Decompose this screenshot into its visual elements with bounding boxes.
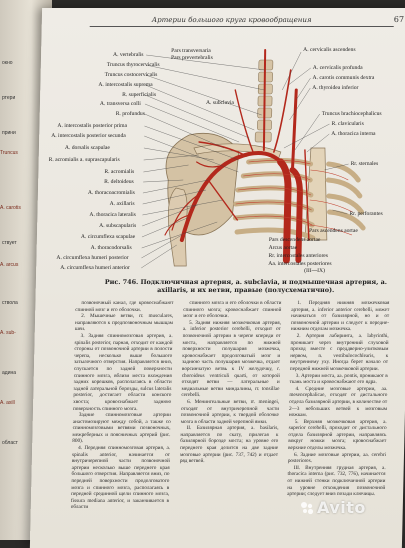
left-page-snippet: ствола bbox=[2, 300, 18, 306]
figure-label: A. axillaris bbox=[109, 201, 135, 207]
figure-label: A. thoracoacromialis bbox=[87, 190, 135, 196]
running-head: Артерии большого круга кровообращения bbox=[151, 16, 312, 24]
paragraph: III. Внутренняя грудная артерия, a. thoracica interna (рис. 732, 776), начинается от нижней стенки подключичной артерии на уровне отхождения позвоночной артерии; следует вниз позади ключицы. bbox=[287, 464, 386, 498]
figure-label: Pars ascendens aortae bbox=[308, 228, 358, 234]
left-page-snippet: област bbox=[2, 440, 18, 446]
figure-label: A. subclavia bbox=[205, 100, 235, 106]
paragraph: 6. Задние мозговые артерии, aa. cerebri posteriores. bbox=[287, 451, 387, 465]
figure-label: A. cervicalis ascendens bbox=[303, 47, 356, 53]
left-page-snippet: ствует bbox=[2, 240, 17, 246]
left-page-snippet: окно bbox=[2, 60, 13, 66]
paragraph: Задние спинномозговые артерии анастомозируют между собой, а также со спинномозговыми ветвями позвоночных, межреберных и поясничных артерий (рис. 800). bbox=[72, 412, 171, 445]
figure-label: A. circumflexa humeri anterior bbox=[60, 265, 130, 271]
text-column-3 bbox=[287, 300, 389, 498]
anatomy-figure bbox=[46, 30, 405, 274]
page-number: 67 bbox=[393, 15, 405, 24]
paragraph: спинного мозга и его оболочки в области спинного мозга; кровоснабжает спинной мозг и его оболочки. bbox=[183, 300, 282, 320]
figure-label: A. subscapularis bbox=[99, 223, 137, 229]
figure-label: A. circumflexa humeri posterior bbox=[56, 255, 129, 261]
figure-caption: Рис. 746. Подключичная артерия, a. subclavia, и подмышечная артерия, a. axillaris, и их ветви, правые (полусхематично). bbox=[104, 278, 388, 294]
figure-label: A. intercostalis suprema bbox=[98, 82, 153, 88]
text-column-1 bbox=[71, 300, 174, 511]
left-page-label: A. sub- bbox=[0, 330, 16, 336]
figure-label: (III—IX) bbox=[304, 268, 326, 274]
figure-label: Rr. sternales bbox=[350, 161, 379, 167]
watermark bbox=[300, 498, 366, 517]
paragraph: 5. Задняя нижняя мозжечковая артерия, a. inferior posterior cerebelli, отходит от позвоночной артерии в черепе кпереди от моста, направляется по нижней поверхности полушария мозжечка, кровоснабжает продолговатый мозг и заднюю часть полушария мозжечка, отдает ворсинчатую ветвь к IV желудочку, r. choroideus ventriculi quarti, от которой отходят ветви — латеральные и медиальные ветви миндалины, rr. tonsillae cerebelli. bbox=[181, 319, 282, 399]
paragraph: позвоночный канал, где кровоснабжают спинной мозг и его оболочки. bbox=[75, 300, 174, 313]
figure-label: R. profundus bbox=[115, 111, 146, 117]
figure-label: A. intercostalis posterior prima bbox=[57, 123, 128, 129]
figure-label: A. cervicalis profunda bbox=[312, 65, 363, 71]
paragraph: 6. Менингеальные ветви, rr. meningei, отходят от внутричерепной части позвоночной артерии, к твердой оболочке мозга в области задней черепной ямки. bbox=[180, 398, 280, 425]
figure-label: Truncus brachiocephalicus bbox=[321, 111, 382, 117]
figure-label: A. transversa colli bbox=[99, 101, 141, 107]
left-page-snippet: прини bbox=[2, 130, 16, 136]
paragraph: 4. Средние мозговые артерии, aa. mesencephalicae, отходят от дистального отдела базилярной артерии, в количестве от 2—3 небольших ветвей к мозговым ножкам. bbox=[288, 385, 388, 419]
figure-label: A. circumflexa scapulae bbox=[80, 234, 136, 240]
watermark-text: Avito bbox=[317, 498, 366, 517]
figure-label: A. dorsalis scapulae bbox=[64, 145, 110, 151]
left-page-label: A. carotis bbox=[0, 205, 21, 211]
book-page bbox=[30, 8, 405, 548]
figure-label: A. vertebralis bbox=[112, 52, 144, 58]
header-rule bbox=[90, 26, 394, 27]
paragraph: 2. Артерия лабиринта, a. labyrinthi, проникает через внутренний слуховой проход вместе с преддверно-улитковым нервом, n. vestibulocochlearis, к внутреннему уху. Иногда берет начало от передней нижней мозжечковой артерии. bbox=[289, 332, 389, 372]
figure-label: A. carotis communis dextra bbox=[312, 75, 375, 81]
figure-label: A. thyroidea inferior bbox=[312, 85, 359, 91]
figure-label: Rr. perforantes bbox=[349, 211, 383, 217]
figure-label: R. clavicularis bbox=[331, 121, 364, 127]
figure-label-brace: Pars prevertebralis bbox=[170, 55, 213, 61]
figure-label: Aa. intercostales posteriores bbox=[268, 261, 332, 267]
figure-label: R. superficialis bbox=[122, 92, 157, 98]
figure-label: A. thoracodorsalis bbox=[90, 245, 132, 251]
left-page-label: A. arcus bbox=[0, 262, 19, 268]
text-column-2 bbox=[180, 300, 282, 465]
paragraph: 3. Артерии моста, aa. pontis, проникают в ткань моста и кровоснабжают его ядра. bbox=[289, 372, 388, 386]
figure-label: Truncus thyrocervicalis bbox=[106, 62, 160, 68]
paragraph: II. Базилярная артерия, a. basilaris, направляется по скату, прилегая к базилярной борозде моста; на уровне его переднего края делится на две задние мозговые артерии (рис. 737, 742) и отдает ряд ветвей. bbox=[179, 425, 279, 465]
avito-logo-icon bbox=[300, 501, 314, 515]
paragraph: 5. Верхняя мозжечковая артерия, a. superior cerebelli, проходит от дистального отдела базилярной артерии, направляясь вокруг ножки мозга; кровоснабжает верхние отделы мозжечка. bbox=[288, 418, 387, 452]
left-page-label: Truncus bbox=[0, 150, 18, 156]
paragraph: 1. Передняя нижняя мозжечковая артерия, a. inferior anterior cerebelli, может начинаться от базилярной, но и от позвоночной артерии и следует к передне-нижним отделам мозжечка. bbox=[290, 300, 390, 333]
left-page-snippet: адина bbox=[2, 370, 17, 376]
figure-label: R. acromialis bbox=[104, 169, 135, 175]
figure-label: R. deltoideus bbox=[104, 179, 134, 185]
figure-label: R. acromialis a. suprascapularis bbox=[48, 157, 120, 163]
left-page-label: A. axill bbox=[0, 400, 15, 406]
left-page-snippet: ртери bbox=[2, 95, 16, 101]
figure-label: Arcus aortae bbox=[268, 245, 298, 251]
figure-label: A. thoracica lateralis bbox=[89, 212, 136, 218]
figure-label: Rr. intercostales anteriores bbox=[268, 253, 329, 259]
figure-label-brace: Pars transversaria bbox=[171, 48, 211, 54]
paragraph: 4. Передняя спинномозговая артерия, a. spinalis anterior, начинается от внутричерепной части позвоночной артерии несколько выше переднего края большого отверстия. Направляется вниз, по передней поверхности продолговатого мозга и спинного мозга, располагаясь в передней срединной щели спинного мозга, fissura mediana anterior, и заканчивается в области bbox=[70, 445, 171, 511]
figure-label: A. intercostalis posterior secunda bbox=[51, 133, 126, 139]
paragraph: 3. Задняя спинномозговая артерия, a. spinalis posterior, парная, отходит от каждой стороны от позвоночной артерии в полости черепа, несколько выше большого затылочного отверстия. Направляется вниз, спускается по задней поверхности спинного мозга, вблизи места вхождения задних корешков, располагаясь в области задней латеральной борозды, sulcus lateralis posterior, достигает области конского хвоста; кровоснабжает заднюю поверхность спинного мозга. bbox=[72, 332, 173, 412]
figure-label: Pars descendens aortae bbox=[268, 237, 321, 243]
paragraph: 2. Мышечные ветви, rr. musculares, направляются к предпозвоночным мышцам шеи. bbox=[74, 313, 174, 333]
figure-label: A. thoracica interna bbox=[331, 131, 376, 137]
figure-label: Truncus costocervicalis bbox=[104, 72, 158, 78]
